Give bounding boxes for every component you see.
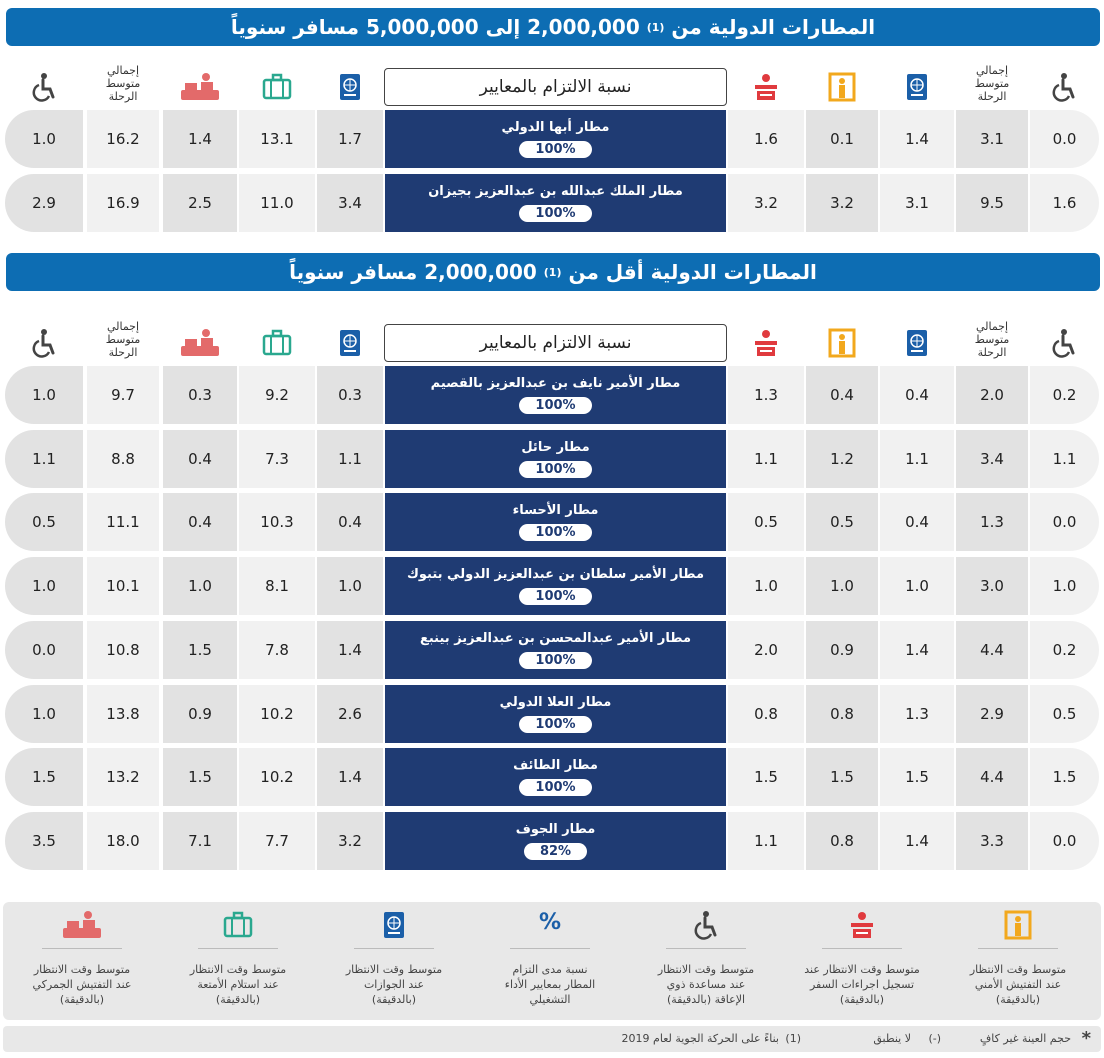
airport-name: مطار الأحساء: [512, 503, 599, 519]
security-gate-icon: [821, 326, 863, 360]
airport-row: [5, 685, 1099, 743]
value-cell: 0.5: [1030, 685, 1099, 743]
section-2-banner: [6, 253, 1100, 291]
value-cell: 13.1: [239, 110, 315, 168]
airport-name-bar: [385, 493, 726, 551]
compliance-percent: 100%: [519, 397, 591, 414]
airport-name: مطار الأمير سلطان بن عبدالعزيز الدولي بتبوك: [406, 567, 705, 583]
legend-item: [631, 902, 781, 1020]
value-cell: 1.5: [806, 748, 878, 806]
customs-icon: [179, 326, 221, 360]
value-cell: 1.2: [806, 430, 878, 488]
value-cell: 18.0: [87, 812, 159, 870]
value-cell: 1.5: [5, 748, 83, 806]
legend-item: [943, 902, 1093, 1020]
value-cell: 1.5: [163, 748, 237, 806]
value-cell: 1.1: [1030, 430, 1099, 488]
airport-name-bar: [385, 621, 726, 679]
wheelchair-icon: [691, 910, 721, 940]
value-cell: 2.0: [956, 366, 1028, 424]
value-cell: 0.0: [1030, 110, 1099, 168]
airport-row: [5, 812, 1099, 870]
value-cell: 1.4: [880, 110, 954, 168]
criteria-header: نسبة الالتزام بالمعايير: [384, 324, 727, 362]
total-trip-label: إجمالي متوسط الرحلة: [974, 320, 1010, 359]
value-cell: 16.9: [87, 174, 159, 232]
value-cell: 3.4: [956, 430, 1028, 488]
airport-name: مطار الأمير عبدالمحسن بن عبدالعزيز بينبع: [419, 630, 692, 646]
section-1-banner: [6, 8, 1100, 46]
compliance-percent: 100%: [519, 461, 591, 478]
checkin-counter-icon: [745, 70, 787, 104]
value-cell: 1.4: [163, 110, 237, 168]
customs-icon: [179, 70, 221, 104]
value-cell: 0.4: [163, 430, 237, 488]
section-2-title-a: المطارات الدولية أقل من: [568, 260, 817, 284]
value-cell: 10.3: [239, 493, 315, 551]
legend-text: متوسط وقت الانتظار عند مساعدة ذوي الإعاقة (بالدقيقة): [657, 963, 755, 1006]
legend-item: [7, 902, 157, 1020]
value-cell: 0.0: [1030, 493, 1099, 551]
value-cell: 1.1: [728, 430, 804, 488]
value-cell: 1.3: [956, 493, 1028, 551]
value-cell: 2.9: [956, 685, 1028, 743]
passport-icon: [329, 326, 371, 360]
airport-name-bar: [385, 430, 726, 488]
airport-row: [5, 621, 1099, 679]
legend-panel: [3, 902, 1101, 1020]
value-cell: 1.5: [880, 748, 954, 806]
legend-divider: [198, 948, 278, 949]
value-cell: 2.6: [317, 685, 383, 743]
section-2-title-b: 2,000,000 مسافر سنوياً: [289, 260, 537, 284]
footnote-one-mark: (1): [785, 1032, 801, 1045]
airport-name-bar: [385, 110, 726, 168]
compliance-percent: 100%: [519, 524, 591, 541]
legend-text: متوسط وقت الانتظار عند التفتيش الجمركي (بالدقيقة): [32, 963, 132, 1006]
value-cell: 1.0: [728, 557, 804, 615]
value-cell: 1.0: [163, 557, 237, 615]
value-cell: 1.3: [880, 685, 954, 743]
value-cell: 10.2: [239, 685, 315, 743]
wheelchair-icon: [23, 70, 65, 104]
value-cell: 0.4: [317, 493, 383, 551]
airport-row: [5, 557, 1099, 615]
value-cell: 1.1: [5, 430, 83, 488]
section-1-title-b: 2,000,000 إلى 5,000,000 مسافر سنوياً: [230, 15, 640, 39]
airport-name-bar: [385, 812, 726, 870]
value-cell: 1.4: [880, 812, 954, 870]
value-cell: 9.7: [87, 366, 159, 424]
airport-name-bar: [385, 748, 726, 806]
value-cell: 3.4: [317, 174, 383, 232]
legend-divider: [510, 948, 590, 949]
compliance-percent: 100%: [519, 205, 591, 222]
value-cell: 1.4: [317, 621, 383, 679]
airport-name: مطار حائل: [521, 439, 590, 455]
value-cell: 8.1: [239, 557, 315, 615]
legend-divider: [822, 948, 902, 949]
airport-name: مطار الأمير نايف بن عبدالعزيز بالقصيم: [430, 376, 681, 391]
value-cell: 0.0: [1030, 812, 1099, 870]
customs-icon: [61, 910, 103, 940]
section-1-footnote: (1): [646, 20, 665, 34]
airport-row: [5, 748, 1099, 806]
airport-name: مطار أبها الدولي: [501, 120, 610, 135]
value-cell: 7.1: [163, 812, 237, 870]
value-cell: 3.1: [880, 174, 954, 232]
legend-text: متوسط وقت الانتظار عند استلام الأمتعة (بالدقيقة): [189, 963, 287, 1006]
value-cell: 3.2: [728, 174, 804, 232]
value-cell: 0.0: [5, 621, 83, 679]
airport-name: مطار الجوف: [515, 821, 596, 837]
value-cell: 4.4: [956, 621, 1028, 679]
value-cell: 0.8: [806, 812, 878, 870]
airport-row: [5, 493, 1099, 551]
value-cell: 11.0: [239, 174, 315, 232]
passport-icon: [329, 70, 371, 104]
value-cell: 2.5: [163, 174, 237, 232]
value-cell: 16.2: [87, 110, 159, 168]
footnotes-bar: [3, 1026, 1101, 1052]
compliance-percent: 100%: [519, 588, 591, 605]
value-cell: 1.1: [728, 812, 804, 870]
value-cell: 1.5: [728, 748, 804, 806]
footnote-insufficient-sample: حجم العينة غير كافٍ: [979, 1032, 1071, 1045]
legend-item: [163, 902, 313, 1020]
value-cell: 1.0: [317, 557, 383, 615]
compliance-percent: 100%: [519, 779, 591, 796]
legend-text: متوسط وقت الانتظار عند الجوازات (بالدقيقة): [345, 963, 443, 1006]
section-2-footnote: (1): [543, 265, 562, 279]
value-cell: 1.4: [880, 621, 954, 679]
value-cell: 9.2: [239, 366, 315, 424]
footnote-air-traffic-basis: بناءً على الحركة الجوية لعام 2019: [621, 1032, 779, 1045]
footnote-dash-mark: (-): [928, 1032, 941, 1045]
value-cell: 4.4: [956, 748, 1028, 806]
legend-divider: [42, 948, 122, 949]
value-cell: 0.9: [806, 621, 878, 679]
section-1-title-a: المطارات الدولية من: [671, 15, 876, 39]
percent-icon: %: [538, 910, 562, 935]
compliance-percent: 82%: [524, 843, 587, 860]
value-cell: 1.5: [163, 621, 237, 679]
legend-text: متوسط وقت الانتظار عند التفتيش الأمني (بالدقيقة): [969, 963, 1067, 1006]
airport-name-bar: [385, 685, 726, 743]
value-cell: 0.3: [317, 366, 383, 424]
value-cell: 1.0: [806, 557, 878, 615]
baggage-icon: [256, 70, 298, 104]
passport-icon: [896, 70, 938, 104]
airport-row: [5, 110, 1099, 168]
total-trip-label: إجمالي متوسط الرحلة: [105, 64, 141, 103]
airport-name-bar: [385, 366, 726, 424]
value-cell: 7.3: [239, 430, 315, 488]
value-cell: 13.2: [87, 748, 159, 806]
compliance-percent: 100%: [519, 141, 591, 158]
value-cell: 0.5: [806, 493, 878, 551]
value-cell: 0.4: [880, 366, 954, 424]
value-cell: 0.4: [880, 493, 954, 551]
value-cell: 10.8: [87, 621, 159, 679]
airport-row: [5, 174, 1099, 232]
checkin-counter-icon: [745, 326, 787, 360]
airport-name: مطار الملك عبدالله بن عبدالعزيز بجيزان: [428, 183, 683, 199]
criteria-header: نسبة الالتزام بالمعايير: [384, 68, 727, 106]
security-gate-icon: [1003, 910, 1033, 940]
value-cell: 8.8: [87, 430, 159, 488]
security-gate-icon: [821, 70, 863, 104]
value-cell: 0.2: [1030, 621, 1099, 679]
value-cell: 9.5: [956, 174, 1028, 232]
value-cell: 1.0: [5, 685, 83, 743]
value-cell: 3.3: [956, 812, 1028, 870]
value-cell: 3.1: [956, 110, 1028, 168]
value-cell: 3.5: [5, 812, 83, 870]
total-trip-label: إجمالي متوسط الرحلة: [105, 320, 141, 359]
baggage-icon: [256, 326, 298, 360]
value-cell: 7.8: [239, 621, 315, 679]
value-cell: 1.0: [5, 366, 83, 424]
legend-divider: [666, 948, 746, 949]
value-cell: 1.1: [317, 430, 383, 488]
total-trip-label: إجمالي متوسط الرحلة: [974, 64, 1010, 103]
value-cell: 10.1: [87, 557, 159, 615]
passport-icon: [379, 910, 409, 940]
legend-text: متوسط وقت الانتظار عند تسجيل اجراءات السفر (بالدقيقة): [804, 963, 920, 1006]
value-cell: 2.0: [728, 621, 804, 679]
wheelchair-icon: [23, 326, 65, 360]
legend-divider: [978, 948, 1058, 949]
airport-name: مطار الطائف: [513, 758, 598, 774]
value-cell: 0.1: [806, 110, 878, 168]
passport-icon: [896, 326, 938, 360]
value-cell: 13.8: [87, 685, 159, 743]
value-cell: 11.1: [87, 493, 159, 551]
value-cell: 3.2: [317, 812, 383, 870]
value-cell: 1.6: [1030, 174, 1099, 232]
value-cell: 1.6: [728, 110, 804, 168]
compliance-percent: 100%: [519, 716, 591, 733]
value-cell: 3.2: [806, 174, 878, 232]
airport-row: [5, 430, 1099, 488]
value-cell: 10.2: [239, 748, 315, 806]
value-cell: 2.9: [5, 174, 83, 232]
airport-name: مطار العلا الدولي: [499, 694, 612, 710]
legend-item: [787, 902, 937, 1020]
legend-item: [475, 902, 625, 1020]
value-cell: 1.0: [5, 557, 83, 615]
footnote-not-applicable: لا ينطبق: [873, 1032, 911, 1045]
airport-name-bar: [385, 174, 726, 232]
value-cell: 7.7: [239, 812, 315, 870]
value-cell: 1.0: [880, 557, 954, 615]
legend-divider: [354, 948, 434, 949]
value-cell: 1.5: [1030, 748, 1099, 806]
legend-item: [319, 902, 469, 1020]
value-cell: 1.0: [1030, 557, 1099, 615]
value-cell: 0.8: [806, 685, 878, 743]
checkin-counter-icon: [847, 910, 877, 940]
value-cell: 1.1: [880, 430, 954, 488]
value-cell: 0.3: [163, 366, 237, 424]
value-cell: 1.4: [317, 748, 383, 806]
value-cell: 1.7: [317, 110, 383, 168]
value-cell: 3.0: [956, 557, 1028, 615]
airport-name-bar: [385, 557, 726, 615]
value-cell: 0.9: [163, 685, 237, 743]
value-cell: 0.4: [806, 366, 878, 424]
value-cell: 1.3: [728, 366, 804, 424]
value-cell: 1.0: [5, 110, 83, 168]
legend-text: نسبة مدى التزام المطار بمعايير الأداء التشغيلي: [504, 963, 596, 1006]
baggage-icon: [223, 910, 253, 940]
value-cell: 0.2: [1030, 366, 1099, 424]
value-cell: 0.5: [728, 493, 804, 551]
value-cell: 0.4: [163, 493, 237, 551]
wheelchair-icon: [1043, 326, 1085, 360]
value-cell: 0.5: [5, 493, 83, 551]
airport-row: [5, 366, 1099, 424]
compliance-percent: 100%: [519, 652, 591, 669]
value-cell: 0.8: [728, 685, 804, 743]
footnote-star: *: [1081, 1028, 1091, 1049]
wheelchair-icon: [1043, 70, 1085, 104]
